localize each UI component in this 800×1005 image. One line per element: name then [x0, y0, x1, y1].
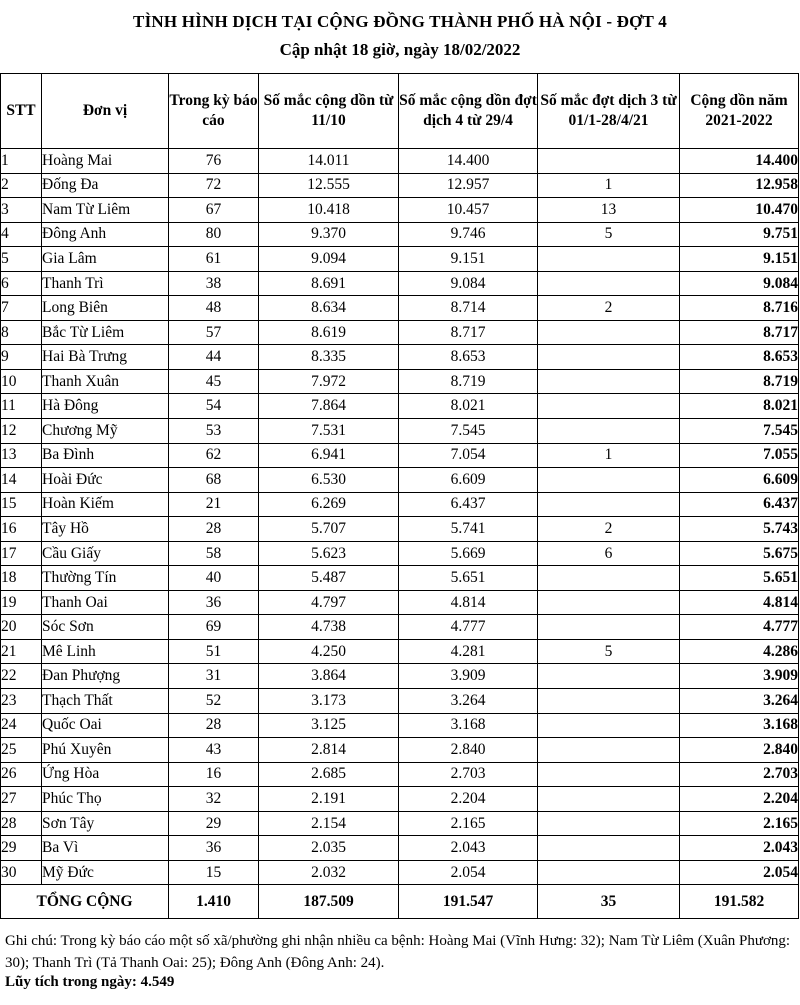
total-row [1, 885, 799, 919]
cell-unit: Thanh Oai [42, 590, 169, 615]
cell-wave4: 9.151 [399, 247, 538, 272]
table-row [1, 296, 799, 321]
cell-unit: Bắc Từ Liêm [42, 320, 169, 345]
cell-cumulative-since-1110: 9.370 [259, 222, 399, 247]
cell-wave3 [538, 664, 680, 689]
cell-wave4: 5.669 [399, 541, 538, 566]
cell-year-total: 7.545 [680, 419, 799, 444]
cell-unit: Sơn Tây [42, 811, 169, 836]
cell-cumulative-since-1110: 2.035 [259, 836, 399, 861]
cell-year-total: 8.717 [680, 320, 799, 345]
cell-year-total: 3.168 [680, 713, 799, 738]
cell-unit: Ứng Hòa [42, 762, 169, 787]
cell-year-total: 3.264 [680, 689, 799, 714]
cell-year-total: 4.286 [680, 639, 799, 664]
cell-in-period: 44 [169, 345, 259, 370]
table-row [1, 811, 799, 836]
cell-wave3: 2 [538, 517, 680, 542]
header-year-total: Cộng dồn năm 2021-2022 [680, 74, 799, 149]
cell-cumulative-since-1110: 5.707 [259, 517, 399, 542]
cell-in-period: 31 [169, 664, 259, 689]
cell-cumulative-since-1110: 5.623 [259, 541, 399, 566]
cell-wave3: 1 [538, 173, 680, 198]
cell-unit: Thanh Xuân [42, 369, 169, 394]
cell-wave3 [538, 492, 680, 517]
cell-cumulative-since-1110: 7.864 [259, 394, 399, 419]
cell-wave4: 3.264 [399, 689, 538, 714]
header-unit: Đơn vị [42, 74, 169, 149]
cell-cumulative-since-1110: 2.814 [259, 738, 399, 763]
table-row [1, 222, 799, 247]
cell-cumulative-since-1110: 2.685 [259, 762, 399, 787]
cell-wave4: 8.714 [399, 296, 538, 321]
cell-year-total: 9.751 [680, 222, 799, 247]
cell-year-total: 5.675 [680, 541, 799, 566]
cell-wave4: 12.957 [399, 173, 538, 198]
cell-year-total: 2.043 [680, 836, 799, 861]
cell-stt: 3 [1, 198, 42, 223]
cell-stt: 1 [1, 149, 42, 174]
cell-wave4: 2.840 [399, 738, 538, 763]
cell-stt: 10 [1, 369, 42, 394]
cell-in-period: 28 [169, 713, 259, 738]
cell-year-total: 4.777 [680, 615, 799, 640]
daily-cumulative [5, 974, 174, 991]
cell-wave4: 8.653 [399, 345, 538, 370]
cell-in-period: 52 [169, 689, 259, 714]
cell-cumulative-since-1110: 7.972 [259, 369, 399, 394]
cell-stt: 25 [1, 738, 42, 763]
cell-wave3 [538, 860, 680, 885]
cell-stt: 16 [1, 517, 42, 542]
cell-in-period: 16 [169, 762, 259, 787]
header-in-period: Trong kỳ báo cáo [169, 74, 259, 149]
table-row [1, 664, 799, 689]
cell-stt: 18 [1, 566, 42, 591]
cell-wave3: 5 [538, 639, 680, 664]
cell-year-total: 6.609 [680, 468, 799, 493]
cell-stt: 26 [1, 762, 42, 787]
cell-wave3: 6 [538, 541, 680, 566]
cell-unit: Ba Đình [42, 443, 169, 468]
cell-wave4: 8.719 [399, 369, 538, 394]
cell-unit: Phú Xuyên [42, 738, 169, 763]
cell-cumulative-since-1110: 7.531 [259, 419, 399, 444]
cell-stt: 15 [1, 492, 42, 517]
cell-stt: 20 [1, 615, 42, 640]
cell-year-total: 8.719 [680, 369, 799, 394]
cell-year-total: 7.055 [680, 443, 799, 468]
cell-wave3 [538, 419, 680, 444]
cell-cumulative-since-1110: 3.173 [259, 689, 399, 714]
cell-unit: Mê Linh [42, 639, 169, 664]
cell-year-total: 2.054 [680, 860, 799, 885]
total-wave4: 191.547 [399, 885, 538, 919]
table-row [1, 836, 799, 861]
cell-wave4: 2.165 [399, 811, 538, 836]
cell-year-total: 2.703 [680, 762, 799, 787]
cell-unit: Tây Hồ [42, 517, 169, 542]
cell-wave3 [538, 689, 680, 714]
table-row [1, 320, 799, 345]
total-label: TỔNG CỘNG [1, 885, 169, 919]
cell-wave4: 2.043 [399, 836, 538, 861]
cell-wave4: 2.703 [399, 762, 538, 787]
table-row [1, 198, 799, 223]
cell-unit: Đan Phượng [42, 664, 169, 689]
cell-year-total: 10.470 [680, 198, 799, 223]
cell-wave4: 3.909 [399, 664, 538, 689]
total-year: 191.582 [680, 885, 799, 919]
cell-year-total: 2.204 [680, 787, 799, 812]
cell-in-period: 43 [169, 738, 259, 763]
cell-wave4: 5.741 [399, 517, 538, 542]
cell-wave3 [538, 762, 680, 787]
cell-in-period: 57 [169, 320, 259, 345]
cell-unit: Đông Anh [42, 222, 169, 247]
cell-year-total: 2.165 [680, 811, 799, 836]
cell-wave3 [538, 787, 680, 812]
cell-wave3 [538, 566, 680, 591]
cell-wave4: 2.054 [399, 860, 538, 885]
cell-unit: Thường Tín [42, 566, 169, 591]
table-row [1, 639, 799, 664]
cell-year-total: 5.743 [680, 517, 799, 542]
table-row [1, 394, 799, 419]
cell-cumulative-since-1110: 4.250 [259, 639, 399, 664]
cell-cumulative-since-1110: 6.530 [259, 468, 399, 493]
table-row [1, 419, 799, 444]
cell-stt: 22 [1, 664, 42, 689]
cell-cumulative-since-1110: 9.094 [259, 247, 399, 272]
cell-year-total: 14.400 [680, 149, 799, 174]
cell-cumulative-since-1110: 10.418 [259, 198, 399, 223]
cell-in-period: 45 [169, 369, 259, 394]
table-row [1, 271, 799, 296]
table-row [1, 713, 799, 738]
cell-cumulative-since-1110: 6.269 [259, 492, 399, 517]
cell-cumulative-since-1110: 4.738 [259, 615, 399, 640]
cell-unit: Hoài Đức [42, 468, 169, 493]
cell-wave3 [538, 738, 680, 763]
cell-in-period: 58 [169, 541, 259, 566]
table-row [1, 369, 799, 394]
table-row [1, 689, 799, 714]
cell-cumulative-since-1110: 8.619 [259, 320, 399, 345]
header-cumulative-since-1110: Số mắc cộng dồn từ 11/10 [259, 74, 399, 149]
cell-stt: 2 [1, 173, 42, 198]
cell-stt: 11 [1, 394, 42, 419]
cell-year-total: 12.958 [680, 173, 799, 198]
cell-unit: Long Biên [42, 296, 169, 321]
cell-stt: 8 [1, 320, 42, 345]
cell-wave4: 7.545 [399, 419, 538, 444]
cell-unit: Sóc Sơn [42, 615, 169, 640]
cell-in-period: 32 [169, 787, 259, 812]
page-subtitle: Cập nhật 18 giờ, ngày 18/02/2022 [279, 40, 521, 59]
cell-in-period: 36 [169, 836, 259, 861]
page-title: TÌNH HÌNH DỊCH TẠI CỘNG ĐỒNG THÀNH PHỐ HÀ NỘI - ĐỢT 4 [133, 12, 667, 31]
cell-wave3: 1 [538, 443, 680, 468]
cell-stt: 4 [1, 222, 42, 247]
cell-wave4: 10.457 [399, 198, 538, 223]
cell-unit: Nam Từ Liêm [42, 198, 169, 223]
cell-in-period: 62 [169, 443, 259, 468]
cell-in-period: 51 [169, 639, 259, 664]
cell-in-period: 38 [169, 271, 259, 296]
cell-wave3: 13 [538, 198, 680, 223]
cell-in-period: 67 [169, 198, 259, 223]
cell-stt: 28 [1, 811, 42, 836]
cell-cumulative-since-1110: 3.864 [259, 664, 399, 689]
table-row [1, 615, 799, 640]
cell-wave3 [538, 394, 680, 419]
table-row [1, 566, 799, 591]
cell-in-period: 53 [169, 419, 259, 444]
cell-in-period: 40 [169, 566, 259, 591]
cell-in-period: 48 [169, 296, 259, 321]
cell-wave3 [538, 836, 680, 861]
cell-year-total: 9.151 [680, 247, 799, 272]
cell-cumulative-since-1110: 14.011 [259, 149, 399, 174]
cases-table [0, 73, 799, 919]
cell-in-period: 28 [169, 517, 259, 542]
cell-wave4: 6.437 [399, 492, 538, 517]
cell-cumulative-since-1110: 8.691 [259, 271, 399, 296]
cell-wave3 [538, 320, 680, 345]
cell-cumulative-since-1110: 12.555 [259, 173, 399, 198]
cell-wave3 [538, 149, 680, 174]
table-row [1, 860, 799, 885]
cell-cumulative-since-1110: 2.191 [259, 787, 399, 812]
cell-year-total: 8.716 [680, 296, 799, 321]
daily-cumulative-value: 4.549 [140, 974, 175, 990]
cell-unit: Hoàn Kiếm [42, 492, 169, 517]
cell-unit: Mỹ Đức [42, 860, 169, 885]
cell-wave4: 9.746 [399, 222, 538, 247]
header-wave3: Số mắc đợt dịch 3 từ 01/1-28/4/21 [538, 74, 680, 149]
cell-stt: 6 [1, 271, 42, 296]
cell-year-total: 5.651 [680, 566, 799, 591]
cell-wave3: 2 [538, 296, 680, 321]
cell-stt: 23 [1, 689, 42, 714]
cell-in-period: 76 [169, 149, 259, 174]
cell-wave4: 4.281 [399, 639, 538, 664]
cell-year-total: 8.021 [680, 394, 799, 419]
cell-wave4: 2.204 [399, 787, 538, 812]
total-in-period: 1.410 [169, 885, 259, 919]
cell-cumulative-since-1110: 3.125 [259, 713, 399, 738]
cell-unit: Hoàng Mai [42, 149, 169, 174]
table-row [1, 541, 799, 566]
cell-in-period: 21 [169, 492, 259, 517]
cell-year-total: 4.814 [680, 590, 799, 615]
table-header-row [1, 74, 799, 149]
cell-wave3 [538, 811, 680, 836]
cell-wave3 [538, 615, 680, 640]
cell-wave4: 5.651 [399, 566, 538, 591]
table-row [1, 787, 799, 812]
cell-wave4: 9.084 [399, 271, 538, 296]
cell-unit: Đống Đa [42, 173, 169, 198]
table-row [1, 149, 799, 174]
cell-stt: 29 [1, 836, 42, 861]
cell-stt: 19 [1, 590, 42, 615]
cell-unit: Cầu Giấy [42, 541, 169, 566]
cell-in-period: 69 [169, 615, 259, 640]
cell-wave3 [538, 369, 680, 394]
cell-wave4: 6.609 [399, 468, 538, 493]
cell-in-period: 29 [169, 811, 259, 836]
table-row [1, 590, 799, 615]
table-row [1, 345, 799, 370]
cell-unit: Gia Lâm [42, 247, 169, 272]
cell-in-period: 61 [169, 247, 259, 272]
cell-year-total: 8.653 [680, 345, 799, 370]
table-row [1, 738, 799, 763]
total-cumulative-since-1110: 187.509 [259, 885, 399, 919]
table-row [1, 762, 799, 787]
cell-in-period: 15 [169, 860, 259, 885]
cell-cumulative-since-1110: 6.941 [259, 443, 399, 468]
cell-wave4: 8.717 [399, 320, 538, 345]
cell-year-total: 9.084 [680, 271, 799, 296]
cell-in-period: 54 [169, 394, 259, 419]
cell-year-total: 6.437 [680, 492, 799, 517]
table-row [1, 173, 799, 198]
cell-wave3: 5 [538, 222, 680, 247]
daily-cumulative-label: Lũy tích trong ngày: [5, 974, 137, 990]
cell-stt: 13 [1, 443, 42, 468]
cell-unit: Chương Mỹ [42, 419, 169, 444]
cell-wave3 [538, 590, 680, 615]
cell-wave4: 4.777 [399, 615, 538, 640]
cell-unit: Ba Vì [42, 836, 169, 861]
cell-stt: 9 [1, 345, 42, 370]
cell-unit: Hai Bà Trưng [42, 345, 169, 370]
cell-wave4: 8.021 [399, 394, 538, 419]
cell-stt: 24 [1, 713, 42, 738]
cell-wave4: 4.814 [399, 590, 538, 615]
cell-unit: Phúc Thọ [42, 787, 169, 812]
cell-cumulative-since-1110: 4.797 [259, 590, 399, 615]
cell-cumulative-since-1110: 5.487 [259, 566, 399, 591]
cell-unit: Hà Đông [42, 394, 169, 419]
cell-wave3 [538, 713, 680, 738]
total-wave3: 35 [538, 885, 680, 919]
cell-in-period: 80 [169, 222, 259, 247]
footnote: Ghi chú: Trong kỳ báo cáo một số xã/phường ghi nhận nhiều ca bệnh: Hoàng Mai (Vĩnh Hưng: 32); Nam Từ Liêm (Xuân Phương: 30); Thanh Trì (Tả Thanh Oai: 25); Đông Anh (Đông Anh: 24). [5, 933, 791, 971]
cell-stt: 21 [1, 639, 42, 664]
cell-wave4: 7.054 [399, 443, 538, 468]
cell-cumulative-since-1110: 2.154 [259, 811, 399, 836]
cell-stt: 27 [1, 787, 42, 812]
cell-cumulative-since-1110: 2.032 [259, 860, 399, 885]
cell-in-period: 36 [169, 590, 259, 615]
cell-in-period: 72 [169, 173, 259, 198]
cell-stt: 14 [1, 468, 42, 493]
cell-unit: Thanh Trì [42, 271, 169, 296]
cell-stt: 7 [1, 296, 42, 321]
cell-year-total: 2.840 [680, 738, 799, 763]
cell-stt: 5 [1, 247, 42, 272]
table-row [1, 443, 799, 468]
table-row [1, 492, 799, 517]
cell-cumulative-since-1110: 8.634 [259, 296, 399, 321]
cell-wave4: 3.168 [399, 713, 538, 738]
table-row [1, 247, 799, 272]
table-row [1, 517, 799, 542]
cell-wave3 [538, 468, 680, 493]
cell-stt: 12 [1, 419, 42, 444]
table-row [1, 468, 799, 493]
cell-unit: Quốc Oai [42, 713, 169, 738]
cell-wave3 [538, 271, 680, 296]
cell-cumulative-since-1110: 8.335 [259, 345, 399, 370]
cell-unit: Thạch Thất [42, 689, 169, 714]
cell-stt: 17 [1, 541, 42, 566]
cell-stt: 30 [1, 860, 42, 885]
cell-year-total: 3.909 [680, 664, 799, 689]
cell-in-period: 68 [169, 468, 259, 493]
cell-wave4: 14.400 [399, 149, 538, 174]
cell-wave3 [538, 247, 680, 272]
cell-wave3 [538, 345, 680, 370]
header-wave4: Số mắc cộng dồn đợt dịch 4 từ 29/4 [399, 74, 538, 149]
header-stt: STT [1, 74, 42, 149]
